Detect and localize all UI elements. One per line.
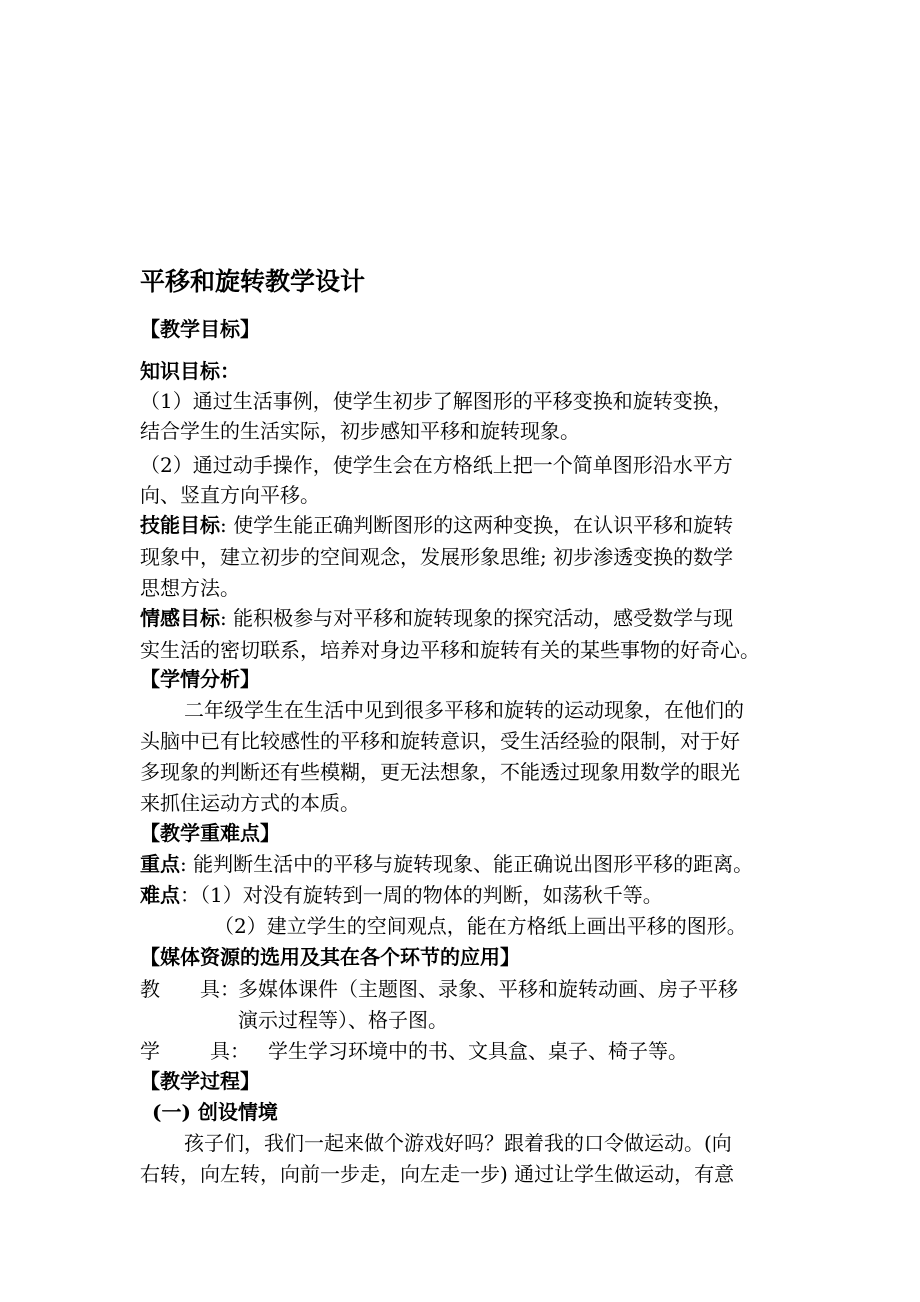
student-tools-label2: 具： xyxy=(210,1039,250,1063)
skill-goal-text: : 使学生能正确判断图形的这两种变换，在认识平移和旋转 xyxy=(220,513,734,537)
student-tools-text: 学生学习环境中的书、文具盒、桌子、椅子等。 xyxy=(268,1039,688,1063)
analysis-line1: 二年级学生在生活中见到很多平移和旋转的运动现象，在他们的 xyxy=(184,698,744,722)
section-heading-media: 【媒体资源的选用及其在各个环节的应用】 xyxy=(140,945,520,969)
process-step1-heading: (一) 创设情境 xyxy=(152,1100,278,1124)
focus-label: 重点 xyxy=(140,852,180,876)
knowledge-item1-line1: （1）通过生活事例，使学生初步了解图形的平移变换和旋转变换， xyxy=(140,389,733,413)
emotion-goal-line2: 实生活的密切联系，培养对身边平移和旋转有关的某些事物的好奇心。 xyxy=(140,638,760,662)
analysis-line3: 多现象的判断还有些模糊，更无法想象，不能透过现象用数学的眼光 xyxy=(140,760,740,784)
process-line1: 孩子们，我们一起来做个游戏好吗？跟着我的口令做运动。(向 xyxy=(184,1131,732,1155)
teacher-tools-line2: 演示过程等）、格子图。 xyxy=(238,1008,448,1032)
difficulty-line1 xyxy=(140,882,800,908)
document-title: 平移和旋转教学设计 xyxy=(140,267,366,296)
process-line2: 右转，向左转，向前一步走，向左走一步) 通过让学生做运动，有意 xyxy=(140,1162,735,1186)
section-heading-analysis: 【学情分析】 xyxy=(140,667,260,691)
teacher-tools-line1 xyxy=(140,976,800,1002)
emotion-goal-text: : 能积极参与对平移和旋转现象的探究活动，感受数学与现 xyxy=(220,606,734,630)
emotion-goal-label: 情感目标 xyxy=(140,606,220,630)
student-tools-line xyxy=(140,1038,800,1064)
knowledge-goal-label: 知识目标： xyxy=(140,359,240,383)
focus-text: : 能判断生活中的平移与旋转现象、能正确说出图形平移的距离。 xyxy=(180,852,754,876)
analysis-line4: 来抓住运动方式的本质。 xyxy=(140,791,360,815)
knowledge-item1-line2: 结合学生的生活实际，初步感知平移和旋转现象。 xyxy=(140,419,580,443)
focus-line xyxy=(140,851,800,877)
knowledge-item2-line1: （2）通过动手操作，使学生会在方格纸上把一个简单图形沿水平方 xyxy=(140,453,733,477)
skill-goal-line3: 思想方法。 xyxy=(140,576,240,600)
knowledge-item2-line2: 向、竖直方向平移。 xyxy=(140,483,320,507)
teacher-tools-label: 教 具： xyxy=(140,977,240,1001)
section-heading-process: 【教学过程】 xyxy=(140,1069,260,1093)
difficulty-line2: （2）建立学生的空间观点，能在方格纸上画出平移的图形。 xyxy=(214,914,747,938)
skill-goal-label: 技能目标 xyxy=(140,513,220,537)
section-heading-key-points: 【教学重难点】 xyxy=(140,821,280,845)
skill-goal-line1 xyxy=(140,512,800,538)
analysis-line2: 头脑中已有比较感性的平移和旋转意识，受生活经验的限制，对于好 xyxy=(140,729,740,753)
difficulty-text1: ：（1）对没有旋转到一周的物体的判断，如荡秋千等。 xyxy=(180,883,663,907)
skill-goal-line2: 现象中，建立初步的空间观念，发展形象思维; 初步渗透变换的数学 xyxy=(140,545,734,569)
emotion-goal-line1 xyxy=(140,605,800,631)
difficulty-label: 难点 xyxy=(140,883,180,907)
student-tools-label1: 学 xyxy=(140,1039,160,1063)
teacher-tools-text1: 多媒体课件（主题图、录象、平移和旋转动画、房子平移 xyxy=(238,977,738,1001)
section-heading-objectives: 【教学目标】 xyxy=(140,317,260,341)
